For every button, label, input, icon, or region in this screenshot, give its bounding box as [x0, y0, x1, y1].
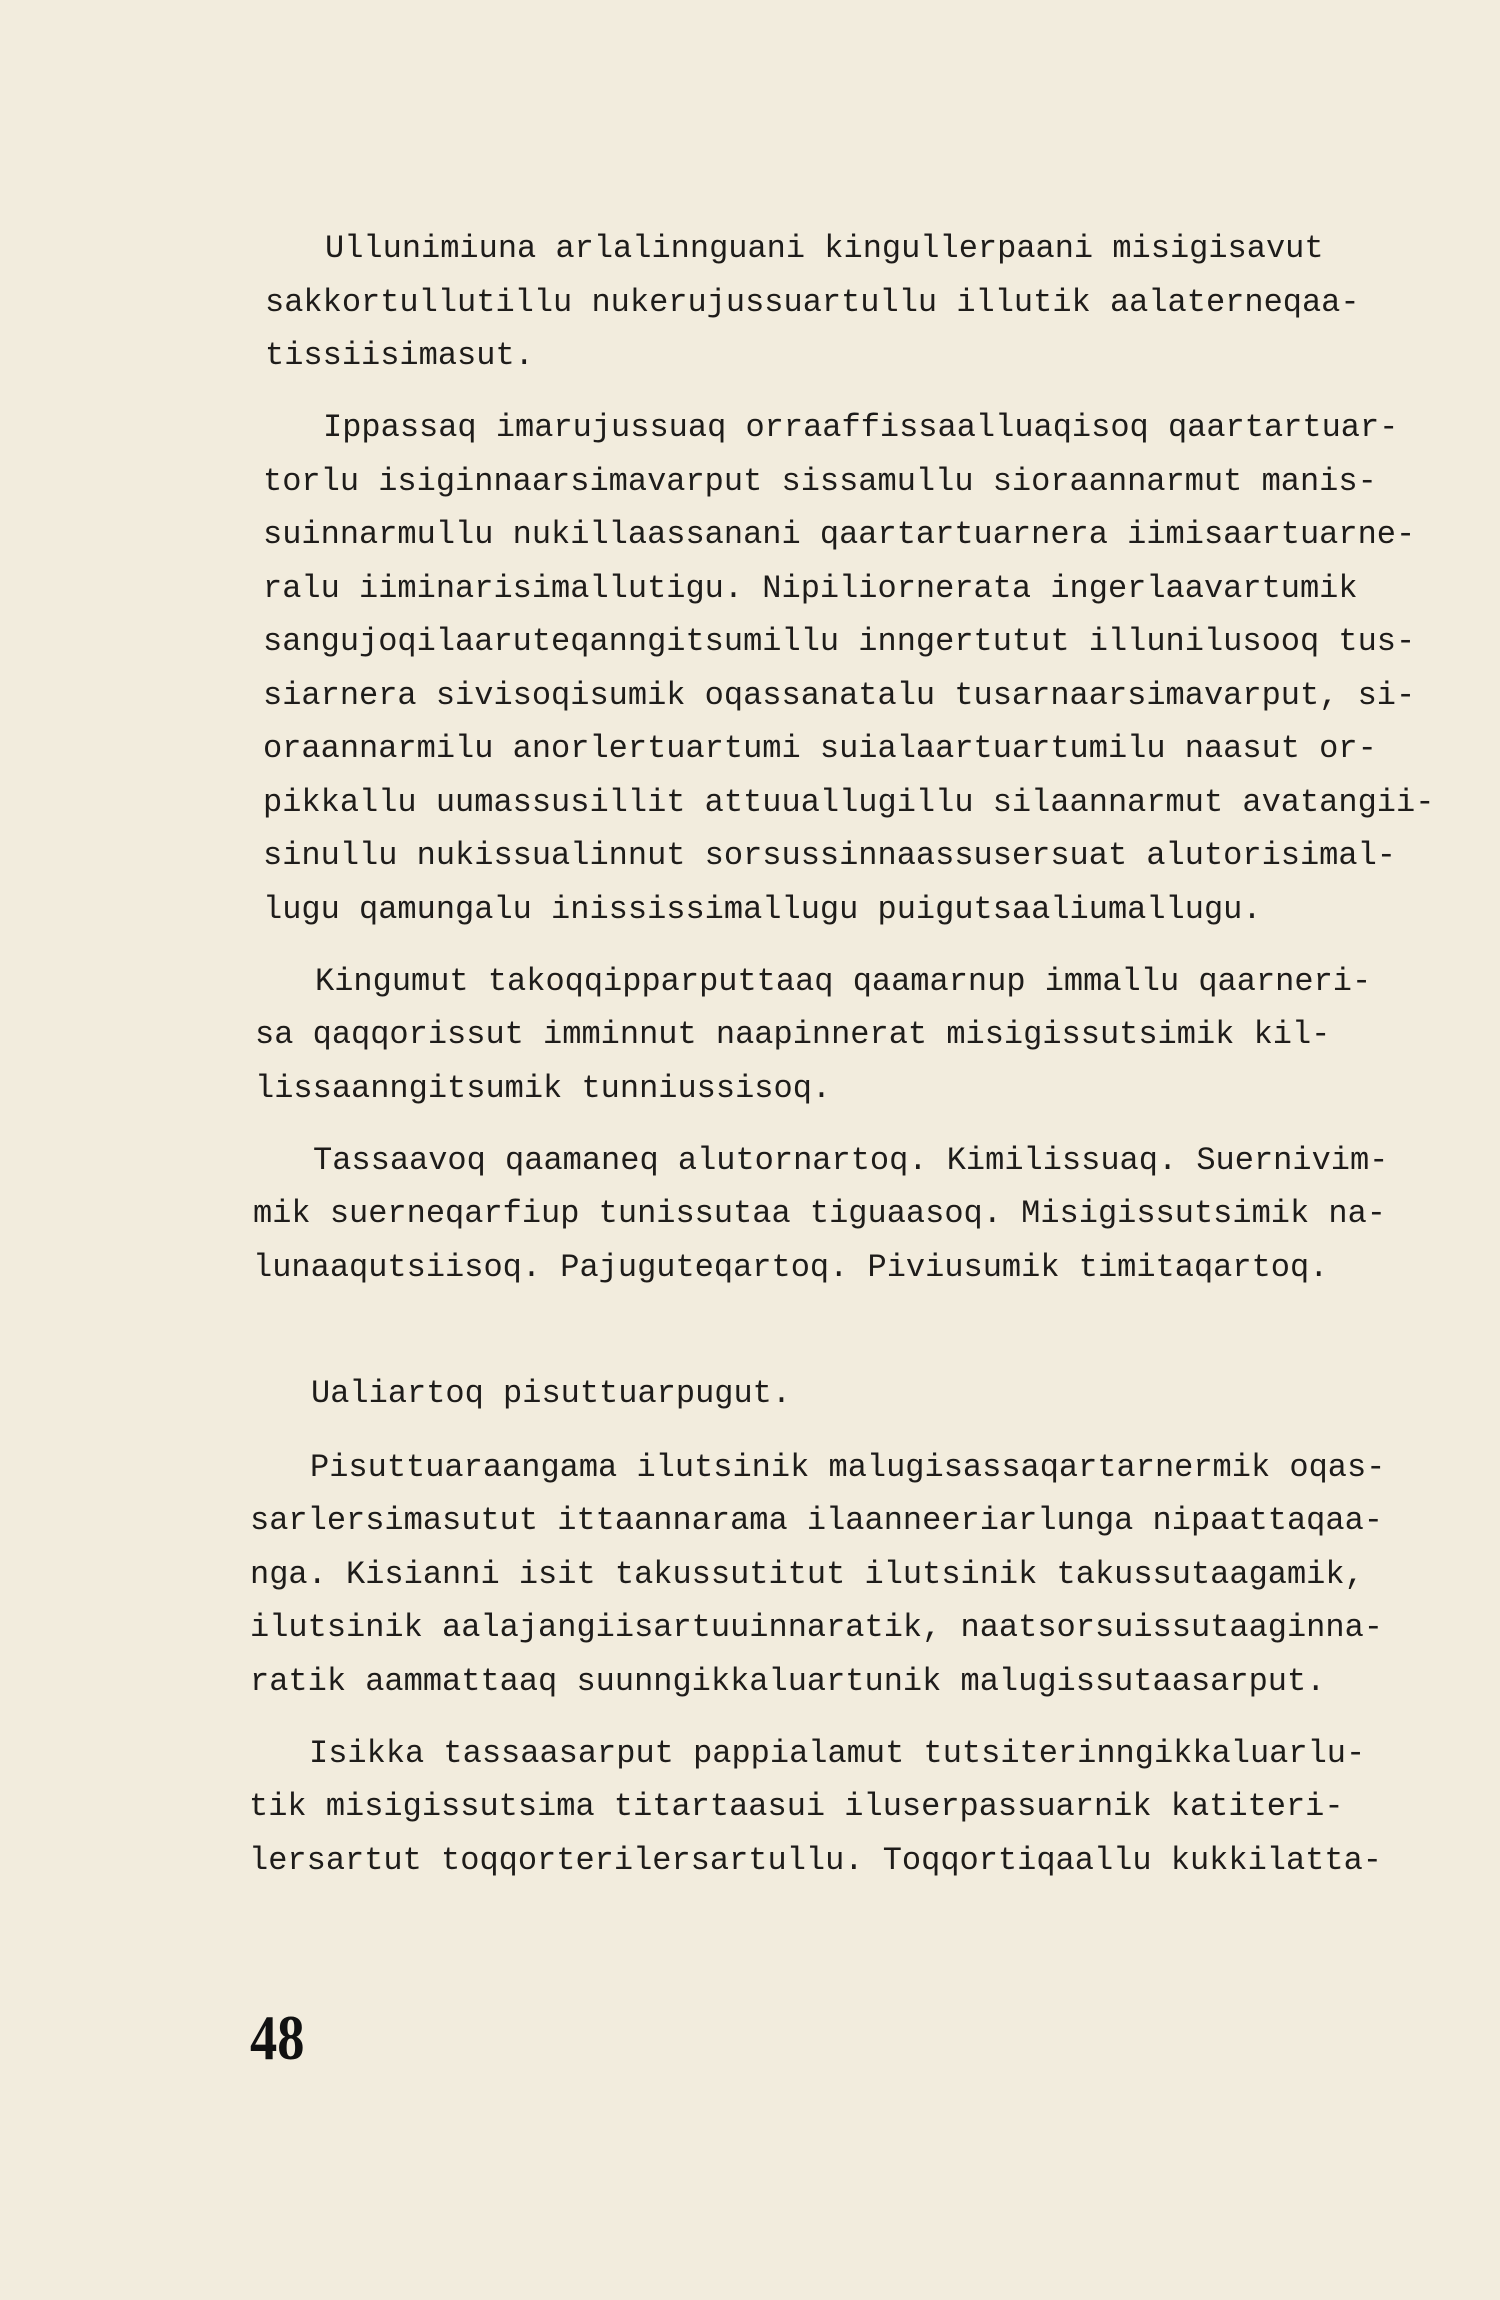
section-heading	[251, 1367, 1500, 1421]
text-line: tissiisimasut.	[265, 337, 534, 374]
text-line: pikkallu uumassusillit attuuallugillu silaannarmut avatangii-	[263, 783, 1435, 821]
text-line: lugu qamungalu inississimallugu puigutsaaliumallugu.	[263, 890, 1262, 928]
text-line: mik suerneqarfiup tunissutaa tiguaasoq. Misigissutsimik na-	[253, 1195, 1386, 1232]
text-line: nga. Kisianni isit takussutitut ilutsinik takussutaagamik,	[250, 1555, 1364, 1593]
paragraph-6	[249, 1727, 1500, 1888]
text-line: Ippassaq imarujussuaq orraaffissaalluaqisoq qaartartuar-	[323, 409, 1399, 446]
paragraph-1	[265, 222, 1500, 383]
paragraph-4	[253, 1134, 1500, 1295]
text-line: suinnarmullu nukillaassanani qaartartuarnera iimisaartuarne-	[263, 516, 1416, 553]
text-line: tik misigissutsima titartaasui iluserpassuarnik katiteri-	[249, 1788, 1344, 1825]
text-line: Ualiartoq pisuttuarpugut.	[311, 1375, 792, 1412]
text-line: sinullu nukissualinnut sorsussinnaassusersuat alutorisimal-	[263, 837, 1396, 874]
text-line: Tassaavoq qaamaneq alutornartoq. Kimilissuaq. Suernivim-	[313, 1141, 1389, 1179]
text-line: lissaanngitsumik tunniussisoq.	[255, 1069, 832, 1107]
text-line: lersartut toqqorterilersartullu. Toqqortiqaallu kukkilatta-	[249, 1841, 1382, 1879]
text-line: ilutsinik aalajangiisartuuinnaratik, naatsorsuissutaaginna-	[250, 1609, 1383, 1646]
text-line: Isikka tassaasarput pappialamut tutsiterinngikkaluarlu-	[309, 1734, 1366, 1772]
text-line: ralu iiminarisimallutigu. Nipiliornerata ingerlaavartumik	[263, 569, 1358, 607]
text-line: sa qaqqorissut imminnut naapinnerat misigissutsimik kil-	[255, 1016, 1331, 1053]
text-line: torlu isiginnaarsimavarput sissamullu sioraannarmut manis-	[263, 462, 1377, 500]
paragraph-3	[255, 955, 1500, 1116]
text-line: lunaaqutsiisoq. Pajuguteqartoq. Piviusumik timitaqartoq.	[253, 1248, 1329, 1286]
page-number: 48	[250, 2002, 305, 2073]
text-line: oraannarmilu anorlertuartumi suialaartuartumilu naasut or-	[263, 730, 1377, 767]
paragraph-5	[250, 1441, 1500, 1709]
text-line: sangujoqilaaruteqanngitsumillu inngertutut illunilusooq tus-	[263, 623, 1416, 660]
text-line: sakkortullutillu nukerujussuartullu illutik aalaterneqaa-	[265, 283, 1360, 321]
paragraph-2	[263, 401, 1500, 936]
text-line: ratik aammattaaq suunngikkaluartunik malugissutaasarput.	[250, 1662, 1326, 1700]
text-line: sarlersimasutut ittaannarama ilaanneeriarlunga nipaattaqaa-	[250, 1502, 1383, 1539]
page-body	[0, 222, 1500, 1906]
text-line: siarnera sivisoqisumik oqassanatalu tusarnaarsimavarput, si-	[263, 676, 1416, 714]
text-line: Kingumut takoqqipparputtaaq qaamarnup immallu qaarneri-	[315, 962, 1372, 1000]
text-line: Pisuttuaraangama ilutsinik malugisassaqartarnermik oqas-	[310, 1448, 1386, 1486]
text-line: Ullunimiuna arlalinnguani kingullerpaani misigisavut	[325, 230, 1324, 267]
